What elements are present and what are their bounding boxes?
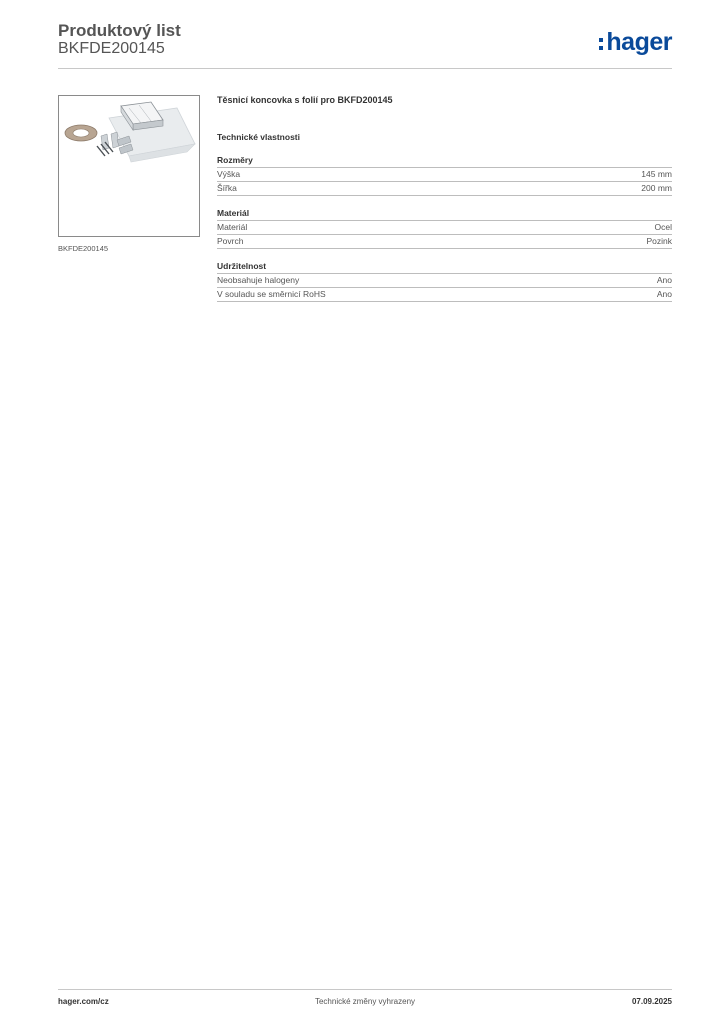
spec-row: [217, 182, 672, 196]
spec-value: Ano: [656, 275, 672, 285]
document-title: Produktový list: [58, 21, 181, 40]
header-divider: [58, 68, 672, 69]
footer-website-link[interactable]: hager.com/cz: [58, 997, 109, 1006]
footer-notice: Technické změny vyhrazeny: [314, 997, 416, 1006]
spec-label: V souladu se směrnicí RoHS: [217, 289, 326, 299]
product-details: [217, 93, 672, 302]
document-product-code: BKFDE200145: [58, 40, 165, 57]
section-title: Materiál: [217, 207, 672, 221]
spec-value: Ano: [656, 289, 672, 299]
spec-label: Výška: [217, 169, 241, 179]
spec-row: [217, 235, 672, 249]
technical-properties-heading: Technické vlastnosti: [217, 132, 300, 142]
section-dimensions: [217, 154, 672, 196]
spec-label: Povrch: [217, 236, 244, 246]
spec-label: Materiál: [217, 222, 248, 232]
section-sustainability: [217, 260, 672, 302]
spec-value: 145 mm: [641, 169, 672, 179]
hager-logo: [599, 27, 672, 57]
product-name: Těsnicí koncovka s folií pro BKFD200145: [217, 95, 393, 105]
section-title: Rozměry: [217, 154, 672, 168]
logo-wordmark: hager: [606, 28, 672, 56]
spec-row: [217, 221, 672, 235]
product-image-caption: BKFDE200145: [58, 244, 109, 253]
footer-divider: [58, 989, 672, 990]
spec-value: 200 mm: [641, 183, 672, 193]
footer-date: 07.09.2025: [631, 997, 672, 1006]
spec-row: [217, 168, 672, 182]
section-material: [217, 207, 672, 249]
spec-value: Ocel: [654, 222, 672, 232]
spec-label: Neobsahuje halogeny: [217, 275, 300, 285]
product-image-frame: [58, 95, 200, 237]
spec-label: Šířka: [217, 183, 237, 193]
section-title: Udržitelnost: [217, 260, 672, 274]
spec-row: [217, 288, 672, 302]
spec-row: [217, 274, 672, 288]
logo-colon-mark: [599, 38, 603, 50]
product-photo-icon: [59, 96, 199, 236]
spec-value: Pozink: [646, 236, 672, 246]
